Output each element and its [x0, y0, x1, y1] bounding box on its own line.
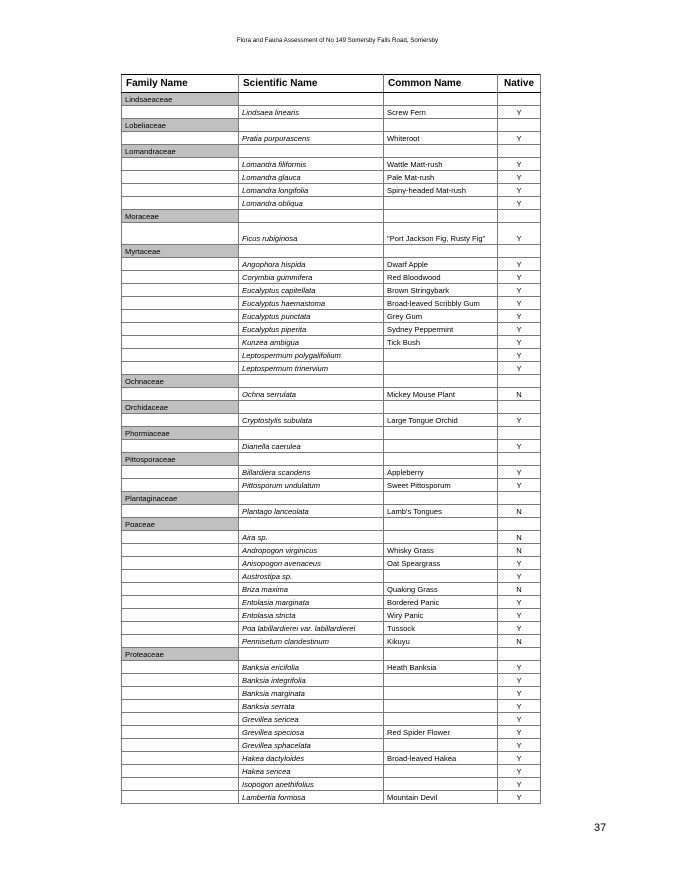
common-name-cell: [384, 349, 498, 362]
common-name-cell: [384, 570, 498, 583]
native-cell: Y: [498, 622, 541, 635]
empty-cell: [384, 427, 498, 440]
scientific-name-cell: Eucalyptus haemastoma: [239, 297, 384, 310]
family-name-cell: Lobeliaceae: [122, 119, 239, 132]
species-row: [122, 570, 541, 583]
species-row: [122, 466, 541, 479]
empty-cell: [122, 791, 239, 804]
common-name-cell: Brown Stringybark: [384, 284, 498, 297]
native-cell: Y: [498, 778, 541, 791]
common-name-cell: Appleberry: [384, 466, 498, 479]
empty-cell: [239, 119, 384, 132]
empty-cell: [122, 765, 239, 778]
scientific-name-cell: Pratia purpurascens: [239, 132, 384, 145]
native-cell: Y: [498, 557, 541, 570]
empty-cell: [384, 93, 498, 106]
species-row: [122, 414, 541, 427]
native-cell: Y: [498, 674, 541, 687]
empty-cell: [384, 145, 498, 158]
scientific-name-cell: Cryptostylis subulata: [239, 414, 384, 427]
family-row: [122, 145, 541, 158]
common-name-cell: [384, 778, 498, 791]
empty-cell: [239, 427, 384, 440]
scientific-name-cell: Eucalyptus punctata: [239, 310, 384, 323]
common-name-cell: Tick Bush: [384, 336, 498, 349]
native-cell: Y: [498, 271, 541, 284]
empty-cell: [239, 145, 384, 158]
family-name-cell: Plantaginaceae: [122, 492, 239, 505]
empty-cell: [122, 583, 239, 596]
common-name-cell: Broad-leaved Hakea: [384, 752, 498, 765]
empty-cell: [122, 661, 239, 674]
common-name-cell: Heath Banksia: [384, 661, 498, 674]
native-cell: Y: [498, 171, 541, 184]
native-cell: Y: [498, 596, 541, 609]
common-name-cell: [384, 440, 498, 453]
table-header-row: [122, 75, 541, 93]
empty-cell: [122, 505, 239, 518]
empty-cell: [122, 440, 239, 453]
family-row: [122, 401, 541, 414]
scientific-name-cell: Lambertia formosa: [239, 791, 384, 804]
scientific-name-cell: Kunzea ambigua: [239, 336, 384, 349]
scientific-name-cell: Hakea dactyloides: [239, 752, 384, 765]
common-name-cell: Whisky Grass: [384, 544, 498, 557]
species-row: [122, 158, 541, 171]
empty-cell: [122, 557, 239, 570]
table-body: [122, 93, 541, 804]
species-row: [122, 106, 541, 119]
common-name-cell: Pale Mat-rush: [384, 171, 498, 184]
empty-cell: [498, 145, 541, 158]
empty-cell: [122, 171, 239, 184]
common-name-cell: Sydney Peppermint: [384, 323, 498, 336]
scientific-name-cell: Billardiera scandens: [239, 466, 384, 479]
empty-cell: [384, 492, 498, 505]
native-cell: Y: [498, 765, 541, 778]
empty-cell: [122, 271, 239, 284]
native-cell: Y: [498, 106, 541, 119]
family-name-cell: Lindsaeaceae: [122, 93, 239, 106]
col-header-scientific: Scientific Name: [239, 75, 384, 93]
native-cell: Y: [498, 362, 541, 375]
species-row: [122, 739, 541, 752]
scientific-name-cell: Eucalyptus capitellata: [239, 284, 384, 297]
family-name-cell: Pittosporaceae: [122, 453, 239, 466]
species-row: [122, 184, 541, 197]
empty-cell: [122, 362, 239, 375]
native-cell: Y: [498, 310, 541, 323]
scientific-name-cell: Ficus rubiginosa: [239, 223, 384, 245]
empty-cell: [239, 648, 384, 661]
common-name-cell: Sweet Pittosporum: [384, 479, 498, 492]
empty-cell: [122, 466, 239, 479]
common-name-cell: Grey Gum: [384, 310, 498, 323]
scientific-name-cell: Plantago lanceolata: [239, 505, 384, 518]
species-row: [122, 362, 541, 375]
empty-cell: [122, 778, 239, 791]
species-row: [122, 297, 541, 310]
native-cell: Y: [498, 713, 541, 726]
empty-cell: [498, 453, 541, 466]
scientific-name-cell: Banksia marginata: [239, 687, 384, 700]
common-name-cell: Red Spider Flower: [384, 726, 498, 739]
common-name-cell: Kikuyu: [384, 635, 498, 648]
empty-cell: [122, 609, 239, 622]
family-name-cell: Poaceae: [122, 518, 239, 531]
native-cell: Y: [498, 609, 541, 622]
empty-cell: [122, 674, 239, 687]
scientific-name-cell: Banksia serrata: [239, 700, 384, 713]
family-name-cell: Moraceae: [122, 210, 239, 223]
native-cell: N: [498, 544, 541, 557]
native-cell: Y: [498, 258, 541, 271]
species-row: [122, 752, 541, 765]
empty-cell: [239, 245, 384, 258]
family-name-cell: Lomandraceae: [122, 145, 239, 158]
species-row: [122, 323, 541, 336]
scientific-name-cell: Angophora hispida: [239, 258, 384, 271]
common-name-cell: Quaking Grass: [384, 583, 498, 596]
native-cell: Y: [498, 223, 541, 245]
empty-cell: [122, 687, 239, 700]
native-cell: Y: [498, 466, 541, 479]
common-name-cell: [384, 197, 498, 210]
empty-cell: [384, 518, 498, 531]
empty-cell: [122, 531, 239, 544]
empty-cell: [384, 453, 498, 466]
native-cell: Y: [498, 700, 541, 713]
species-row: [122, 440, 541, 453]
empty-cell: [498, 375, 541, 388]
native-cell: N: [498, 531, 541, 544]
empty-cell: [239, 453, 384, 466]
empty-cell: [384, 210, 498, 223]
family-row: [122, 375, 541, 388]
common-name-cell: [384, 362, 498, 375]
common-name-cell: [384, 713, 498, 726]
scientific-name-cell: Leptospermum trinervium: [239, 362, 384, 375]
family-row: [122, 453, 541, 466]
native-cell: Y: [498, 440, 541, 453]
species-row: [122, 726, 541, 739]
species-row: [122, 284, 541, 297]
empty-cell: [122, 596, 239, 609]
col-header-family: Family Name: [122, 75, 239, 93]
empty-cell: [239, 210, 384, 223]
common-name-cell: Mickey Mouse Plant: [384, 388, 498, 401]
family-name-cell: Proteaceae: [122, 648, 239, 661]
empty-cell: [122, 700, 239, 713]
family-row: [122, 210, 541, 223]
common-name-cell: Large Tongue Orchid: [384, 414, 498, 427]
empty-cell: [122, 297, 239, 310]
species-row: [122, 583, 541, 596]
empty-cell: [498, 518, 541, 531]
empty-cell: [239, 401, 384, 414]
empty-cell: [384, 401, 498, 414]
species-row: [122, 544, 541, 557]
species-row: [122, 661, 541, 674]
common-name-cell: "Port Jackson Fig, Rusty Fig": [384, 223, 498, 245]
empty-cell: [122, 570, 239, 583]
empty-cell: [384, 119, 498, 132]
native-cell: N: [498, 505, 541, 518]
native-cell: Y: [498, 184, 541, 197]
common-name-cell: Wiry Panic: [384, 609, 498, 622]
empty-cell: [498, 245, 541, 258]
empty-cell: [122, 323, 239, 336]
scientific-name-cell: Briza maxima: [239, 583, 384, 596]
species-row: [122, 349, 541, 362]
species-row: [122, 791, 541, 804]
species-row: [122, 271, 541, 284]
col-header-native: Native: [498, 75, 541, 93]
scientific-name-cell: Lomandra filiformis: [239, 158, 384, 171]
page-number: 37: [594, 822, 607, 834]
empty-cell: [122, 713, 239, 726]
common-name-cell: Tussock: [384, 622, 498, 635]
empty-cell: [498, 210, 541, 223]
scientific-name-cell: Ochna serrulata: [239, 388, 384, 401]
scientific-name-cell: Dianella caerulea: [239, 440, 384, 453]
common-name-cell: [384, 739, 498, 752]
native-cell: Y: [498, 323, 541, 336]
family-name-cell: Ochnaceae: [122, 375, 239, 388]
scientific-name-cell: Grevillea speciosa: [239, 726, 384, 739]
empty-cell: [498, 427, 541, 440]
empty-cell: [498, 93, 541, 106]
scientific-name-cell: Entolasia marginata: [239, 596, 384, 609]
family-name-cell: Myrtaceae: [122, 245, 239, 258]
native-cell: Y: [498, 197, 541, 210]
empty-cell: [122, 284, 239, 297]
empty-cell: [122, 388, 239, 401]
native-cell: Y: [498, 752, 541, 765]
family-row: [122, 648, 541, 661]
empty-cell: [498, 492, 541, 505]
species-row: [122, 687, 541, 700]
empty-cell: [122, 132, 239, 145]
native-cell: Y: [498, 336, 541, 349]
family-row: [122, 245, 541, 258]
common-name-cell: Screw Fern: [384, 106, 498, 119]
native-cell: Y: [498, 284, 541, 297]
species-row: [122, 132, 541, 145]
scientific-name-cell: Entolasia stricta: [239, 609, 384, 622]
page-header: Flora and Fauna Assessment of No 149 Somersby Falls Road, Somersby: [236, 37, 439, 44]
common-name-cell: Whiteroot: [384, 132, 498, 145]
scientific-name-cell: Banksia ericifolia: [239, 661, 384, 674]
empty-cell: [384, 648, 498, 661]
common-name-cell: Mountain Devil: [384, 791, 498, 804]
empty-cell: [239, 375, 384, 388]
scientific-name-cell: Lomandra longifolia: [239, 184, 384, 197]
common-name-cell: [384, 765, 498, 778]
native-cell: Y: [498, 414, 541, 427]
species-row: [122, 388, 541, 401]
common-name-cell: Wattle Matt-rush: [384, 158, 498, 171]
species-row: [122, 596, 541, 609]
family-row: [122, 518, 541, 531]
empty-cell: [239, 518, 384, 531]
scientific-name-cell: Isopogon anethifolius: [239, 778, 384, 791]
empty-cell: [498, 119, 541, 132]
empty-cell: [122, 336, 239, 349]
species-row: [122, 674, 541, 687]
empty-cell: [122, 622, 239, 635]
native-cell: Y: [498, 479, 541, 492]
common-name-cell: Oat Speargrass: [384, 557, 498, 570]
empty-cell: [122, 752, 239, 765]
common-name-cell: Broad-leaved Scribbly Gum: [384, 297, 498, 310]
species-row: [122, 197, 541, 210]
native-cell: N: [498, 388, 541, 401]
common-name-cell: Dwarf Apple: [384, 258, 498, 271]
native-cell: Y: [498, 739, 541, 752]
native-cell: Y: [498, 297, 541, 310]
empty-cell: [122, 223, 239, 245]
native-cell: Y: [498, 349, 541, 362]
empty-cell: [498, 401, 541, 414]
empty-cell: [122, 739, 239, 752]
species-row: [122, 171, 541, 184]
family-row: [122, 427, 541, 440]
native-cell: Y: [498, 158, 541, 171]
species-row: [122, 557, 541, 570]
common-name-cell: Lamb's Tongues: [384, 505, 498, 518]
empty-cell: [122, 414, 239, 427]
species-row: [122, 310, 541, 323]
empty-cell: [384, 245, 498, 258]
scientific-name-cell: Grevillea sphacelata: [239, 739, 384, 752]
empty-cell: [122, 258, 239, 271]
native-cell: Y: [498, 687, 541, 700]
scientific-name-cell: Lindsaea linearis: [239, 106, 384, 119]
scientific-name-cell: Lomandra glauca: [239, 171, 384, 184]
empty-cell: [122, 349, 239, 362]
scientific-name-cell: Eucalyptus piperita: [239, 323, 384, 336]
scientific-name-cell: Lomandra obliqua: [239, 197, 384, 210]
empty-cell: [498, 648, 541, 661]
scientific-name-cell: Pennisetum clandestinum: [239, 635, 384, 648]
scientific-name-cell: Poa labillardierei var. labillardierei: [239, 622, 384, 635]
flora-table: [121, 74, 541, 804]
family-name-cell: Phormiaceae: [122, 427, 239, 440]
native-cell: Y: [498, 791, 541, 804]
common-name-cell: [384, 700, 498, 713]
native-cell: Y: [498, 726, 541, 739]
native-cell: N: [498, 583, 541, 596]
native-cell: Y: [498, 132, 541, 145]
family-name-cell: Orchidaceae: [122, 401, 239, 414]
scientific-name-cell: Aira sp.: [239, 531, 384, 544]
empty-cell: [239, 492, 384, 505]
species-row: [122, 531, 541, 544]
scientific-name-cell: Anisopogon avenaceus: [239, 557, 384, 570]
empty-cell: [122, 479, 239, 492]
common-name-cell: [384, 531, 498, 544]
empty-cell: [122, 310, 239, 323]
scientific-name-cell: Leptospermum polygalifolium: [239, 349, 384, 362]
common-name-cell: [384, 687, 498, 700]
family-row: [122, 492, 541, 505]
family-row: [122, 119, 541, 132]
scientific-name-cell: Hakea sericea: [239, 765, 384, 778]
species-row: [122, 223, 541, 245]
empty-cell: [122, 635, 239, 648]
empty-cell: [122, 544, 239, 557]
native-cell: Y: [498, 661, 541, 674]
family-row: [122, 93, 541, 106]
species-row: [122, 505, 541, 518]
empty-cell: [239, 93, 384, 106]
common-name-cell: Spiny-headed Mat-rush: [384, 184, 498, 197]
species-row: [122, 479, 541, 492]
empty-cell: [122, 197, 239, 210]
scientific-name-cell: Andropogon virginicus: [239, 544, 384, 557]
species-row: [122, 713, 541, 726]
scientific-name-cell: Banksia integrifolia: [239, 674, 384, 687]
scientific-name-cell: Austrostipa sp.: [239, 570, 384, 583]
common-name-cell: Bordered Panic: [384, 596, 498, 609]
empty-cell: [122, 106, 239, 119]
empty-cell: [384, 375, 498, 388]
scientific-name-cell: Corymbia gummifera: [239, 271, 384, 284]
species-row: [122, 622, 541, 635]
native-cell: Y: [498, 570, 541, 583]
species-row: [122, 258, 541, 271]
scientific-name-cell: Grevillea sericea: [239, 713, 384, 726]
common-name-cell: Red Bloodwood: [384, 271, 498, 284]
scientific-name-cell: Pittosporum undulatum: [239, 479, 384, 492]
empty-cell: [122, 158, 239, 171]
native-cell: N: [498, 635, 541, 648]
species-row: [122, 778, 541, 791]
common-name-cell: [384, 674, 498, 687]
species-row: [122, 336, 541, 349]
species-row: [122, 700, 541, 713]
empty-cell: [122, 184, 239, 197]
col-header-common: Common Name: [384, 75, 498, 93]
species-row: [122, 635, 541, 648]
species-row: [122, 609, 541, 622]
empty-cell: [122, 726, 239, 739]
species-row: [122, 765, 541, 778]
